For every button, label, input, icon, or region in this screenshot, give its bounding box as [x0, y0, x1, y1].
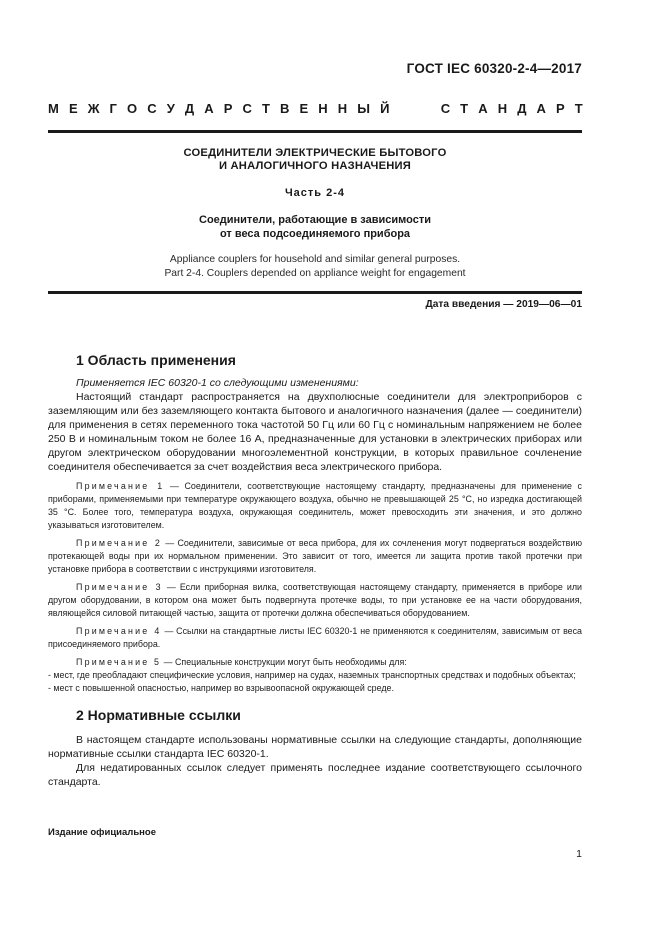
note-5-label: Примечание 5	[76, 657, 162, 667]
top-rule	[48, 130, 582, 133]
scope-paragraph: Настоящий стандарт распространяется на двухполюсные соединители для электроприборов с заземляющим или без заземляющего контакта бытового и аналогичного назначения (далее — соединители) для применения в сетях переменного тока частотой 50 Гц или 60 Гц с номинальным напряжением не более 250 В и номинальным током не более 16 А, предназначенные для установки в электрических приборах или другом электрическом оборудовании многоэлементной конструкции, в которых правильное сочленение соединителя обеспечивается за счет воздействия веса электрического прибора.	[48, 391, 582, 473]
standard-type-letter: Д	[517, 101, 527, 116]
standard-type-letter: Р	[223, 101, 233, 116]
standard-type-letter: А	[204, 101, 214, 116]
part-title: Часть 2-4	[284, 187, 346, 199]
note-5-text: — Специальные конструкции могут быть необходимы для:	[161, 657, 407, 667]
english-title-line-2: Part 2-4. Couplers depended on appliance weight for engagement	[164, 268, 466, 279]
standard-type-letter: С	[440, 101, 451, 116]
standard-type-letter: В	[280, 101, 290, 116]
subtitle-line-1: Соединители, работающие в зависимости	[199, 214, 431, 226]
standard-type-letter	[400, 101, 404, 116]
note-5-item-2: - мест с повышенной опасностью, например во взрывоопасной окружающей среде.	[48, 683, 394, 693]
page-number: 1	[576, 848, 582, 860]
title-line-2: И АНАЛОГИЧНОГО НАЗНАЧЕНИЯ	[218, 160, 412, 172]
standard-type-letter: Г	[109, 101, 117, 116]
standard-type-letter: С	[242, 101, 252, 116]
standard-type-letter: Ы	[357, 101, 370, 116]
standard-type-heading	[48, 101, 583, 116]
official-edition-label: Издание официальное	[48, 827, 156, 838]
note-1-text: — Соединители, соответствующие настоящему стандарту, предназначены для применение с приборами, применяемыми при температуре окружающего воздуха, обычно не превышающей 25 °С, но изредка достигающей 35 °С. Более того, температура воздуха, окружающая соединитель, может превосходить эти значения, и это должно указываться изготовителем.	[48, 481, 582, 530]
note-5-item-1: - мест, где преобладают специфические условия, например на судах, наземных транспортных средствах и подобных объектах;	[48, 670, 576, 680]
standard-code: ГОСТ IEC 60320-2-4—2017	[406, 61, 582, 76]
title-block	[48, 147, 582, 281]
note-5	[48, 656, 582, 669]
standard-type-letter	[427, 101, 431, 116]
references-paragraph-1: В настоящем стандарте использованы нормативные ссылки на следующие стандарты, дополняющие нормативные ссылки стандарта IEC 60320-1.	[48, 734, 582, 760]
note-2-text: — Соединители, зависимые от веса прибора, для их сочленения могут подвергаться воздействию протекающей воды при их нормальном применении. Это зависит от того, имеется ли защита против такой протечки при установке прибора в соответствии с инструкциями изготовителя.	[48, 538, 582, 574]
standard-type-letter: М	[48, 101, 59, 116]
standard-type-letter	[413, 101, 417, 116]
standard-type-letter: Ж	[87, 101, 100, 116]
note-3	[48, 581, 582, 620]
title-line-1: СОЕДИНИТЕЛИ ЭЛЕКТРИЧЕСКИЕ БЫТОВОГО	[183, 147, 447, 159]
standard-type-letter: С	[147, 101, 157, 116]
applies-note: Применяется IEC 60320-1 со следующими изменениями:	[76, 377, 359, 389]
standard-type-letter: Й	[380, 101, 390, 116]
note-4-label: Примечание 4	[76, 626, 162, 636]
standard-type-letter: Н	[497, 101, 508, 116]
standard-type-letter: Т	[460, 101, 469, 116]
section-2-heading: 2 Нормативные ссылки	[76, 707, 241, 723]
standard-type-letter: О	[127, 101, 138, 116]
main-content	[48, 350, 582, 789]
note-2-label: Примечание 2	[76, 538, 162, 548]
note-4	[48, 625, 582, 651]
middle-rule	[48, 291, 582, 294]
standard-type-letter: Е	[299, 101, 309, 116]
english-title-line-1: Appliance couplers for household and similar general purposes.	[169, 254, 461, 265]
standard-type-letter: Е	[68, 101, 78, 116]
standard-type-letter: Д	[184, 101, 195, 116]
section-1-heading: 1 Область применения	[76, 352, 236, 368]
subtitle-line-2: от веса подсоединяемого прибора	[219, 228, 411, 240]
note-3-label: Примечание 3	[76, 582, 163, 592]
standard-type-letter: У	[166, 101, 175, 116]
standard-type-letter: Т	[262, 101, 270, 116]
note-1	[48, 480, 582, 532]
note-4-text: — Ссылки на стандартные листы IEC 60320-1 не применяются к соединителям, зависимым от веса присоединяемого прибора.	[48, 626, 582, 649]
introduction-date: Дата введения — 2019—06—01	[425, 299, 582, 310]
standard-type-letter: Р	[556, 101, 565, 116]
standard-type-letter: А	[536, 101, 546, 116]
standard-type-letter: А	[478, 101, 488, 116]
standard-type-letter: Н	[337, 101, 348, 116]
references-paragraph-2: Для недатированных ссылок следует применять последнее издание соответствующего ссылочного стандарта.	[48, 762, 582, 788]
standard-type-letter: Т	[574, 101, 583, 116]
note-2	[48, 537, 582, 576]
note-1-label: Примечание 1	[76, 481, 165, 491]
note-3-text: — Если приборная вилка, соответствующая настоящему стандарту, применяется в приборе или другом оборудовании, в котором она может быть подвергнута протечке воды, то при установке ее на части оборудования, являющейся силовой питающей частью, защита от протечки должна обеспечиваться оборудованием.	[48, 582, 582, 618]
standard-type-letter: Н	[318, 101, 328, 116]
